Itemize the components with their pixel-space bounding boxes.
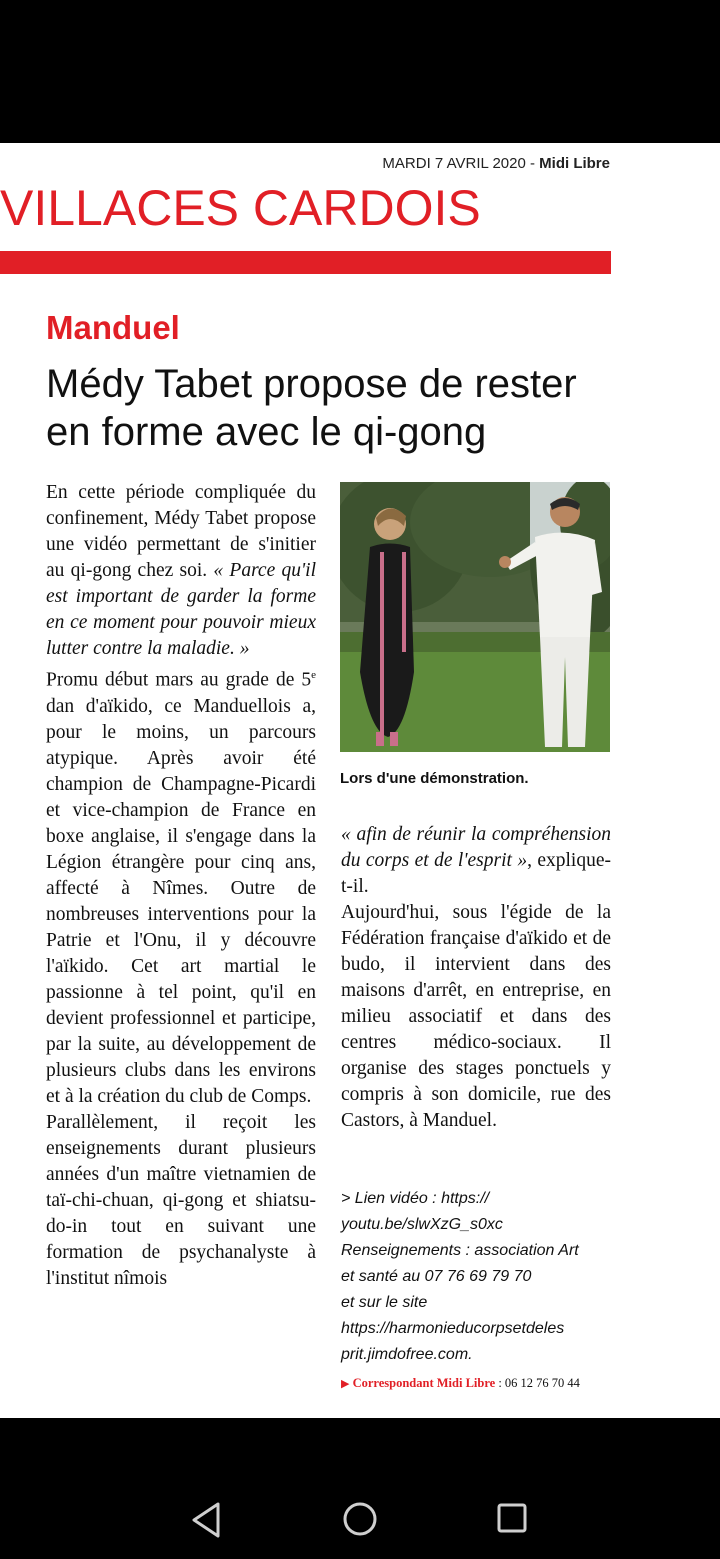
dateline	[382, 155, 610, 172]
video-link-url: youtu.be/slwXzG_s0xc	[341, 1216, 503, 1233]
paragraph	[341, 822, 611, 900]
body-text: dan d'aïkido, ce Manduellois a, pour le moins, un parcours atypique. Après avoir été champion de Champagne-Picardi et vice-champion de France en boxe anglaise, il s'engage dans la Légion étrangère pour cinq ans, affecté à Nîmes. Outre de nombreuses interventions pour la Patrie et l'Onu, il y découvre l'aïkido. Cet art martial le passionne à tel point, qu'il en devient professionnel et participe, par la suite, au développement de plusieurs clubs dans les environs et à la création du club de Comps.	[46, 695, 316, 1107]
newspaper-page	[0, 143, 720, 1418]
info-box	[341, 1186, 621, 1368]
photo-caption: Lors d'une démonstration.	[340, 770, 529, 787]
intro-text: En cette période compliquée du confinement, Médy Tabet propose une vidéo permettant de s'initier au qi-gong chez soi.	[46, 482, 316, 581]
info-line: Renseignements : association Art	[341, 1242, 579, 1259]
paragraph	[46, 1110, 316, 1292]
pull-quote: « afin de réunir la compréhension du corps et de l'esprit »	[341, 824, 611, 871]
website-url: prit.jimdofree.com.	[341, 1346, 473, 1363]
pull-quote: « Parce qu'il est important de garder la forme en ce moment pour pouvoir mieux lutter contre la maladie. »	[46, 560, 316, 659]
play-triangle-icon: ▶	[341, 1378, 350, 1390]
body-text: Aujourd'hui, sous l'égide de la Fédération française d'aïkido et de budo, il intervient dans des maisons d'arrêt, en entreprise, en milieu associatif et dans des centres médico-sociaux. Il organise des stages ponctuels y compris à son domicile, rue des Castors, à Manduel.	[341, 902, 611, 1131]
info-line: et sur le site	[341, 1294, 428, 1311]
section-rule	[0, 251, 611, 274]
website-url: https://harmonieducorpsetdeles	[341, 1320, 565, 1337]
section-title: VILLACES CARDOIS	[0, 180, 481, 236]
paragraph	[341, 900, 611, 1134]
article-photo	[340, 482, 610, 752]
publication-name: Midi Libre	[539, 155, 610, 172]
home-icon[interactable]	[341, 1500, 379, 1538]
body-text: Promu début mars au grade de 5	[46, 669, 312, 691]
info-phone: et santé au 07 76 69 79 70	[341, 1268, 532, 1285]
video-link-label: > Lien vidéo : https://	[341, 1190, 490, 1207]
body-text: Parallèlement, il reçoit les enseignements durant plusieurs années d'un maître vietnamien de taï-chi-chuan, qi-gong et shiatsu-do-in tout en suivant une formation de psychanalyste à l'institut nîmois	[46, 1111, 316, 1289]
recents-icon[interactable]	[495, 1501, 529, 1535]
body-text: , explique-t-il.	[341, 850, 611, 897]
paragraph	[46, 662, 316, 1110]
superscript: e	[311, 669, 316, 681]
article-locality: Manduel	[46, 309, 180, 346]
article-column-left	[46, 480, 316, 1292]
correspondent-label: Correspondant Midi Libre	[352, 1376, 496, 1390]
correspondent-credit	[341, 1376, 580, 1391]
correspondent-phone: : 06 12 76 70 44	[495, 1376, 580, 1390]
paragraph	[46, 480, 316, 662]
article-headline: Médy Tabet propose de rester en forme avec le qi-gong	[46, 362, 577, 454]
article-column-right	[341, 822, 611, 1134]
issue-date: MARDI 7 AVRIL 2020 -	[382, 155, 535, 172]
back-icon[interactable]	[188, 1500, 224, 1540]
system-navigation-bar	[0, 1418, 720, 1559]
